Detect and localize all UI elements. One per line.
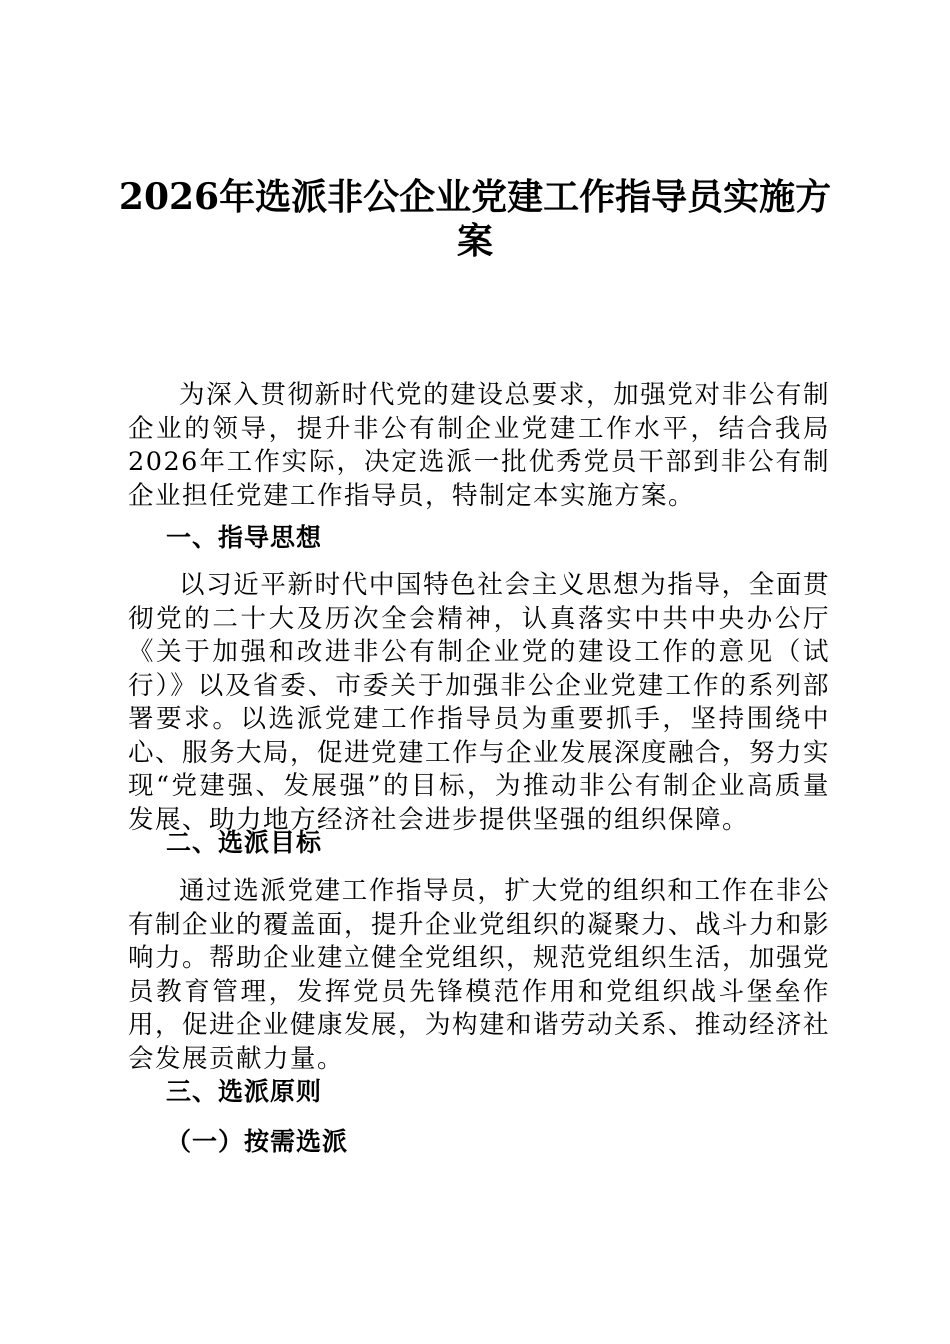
title-year: 2026 [118, 176, 220, 218]
intro-paragraph: 为深入贯彻新时代党的建设总要求，加强党对非公有制企业的领导，提升非公有制企业党建工作水平，结合我局2026年工作实际，决定选派一批优秀党员干部到非公有制企业担任党建工作指导员，特制定本实施方案。 [128, 380, 830, 511]
title-text-line1: 年选派非公企业党建工作指导员实施方 [219, 176, 832, 218]
section-body-objectives: 通过选派党建工作指导员，扩大党的组织和工作在非公有制企业的覆盖面，提升企业党组织的凝聚力、战斗力和影响力。帮助企业建立健全党组织，规范党组织生活，加强党员教育管理，发挥党员先锋模范作用和党组织战斗堡垒作用，促进企业健康发展，为构建和谐劳动关系、推动经济社会发展贡献力量。 [128, 876, 831, 1074]
section-heading-guiding-ideology: 一、指导思想 [166, 523, 323, 552]
document-title-continuation [0, 216, 950, 266]
subsection-heading-on-demand: （一）按需选派 [166, 1127, 349, 1156]
title-text-line2: 案 [456, 220, 493, 262]
document-title [0, 172, 950, 222]
section-body-guiding-ideology: 以习近平新时代中国特色社会主义思想为指导，全面贯彻党的二十大及历次全会精神，认真落实中共中央办公厅《关于加强和改进非公有制企业党的建设工作的意见（试行）》以及省委、市委关于加强非公企业党建工作的系列部署要求。以选派党建工作指导员为重要抓手，坚持围绕中心、服务大局，促进党建工作与企业发展深度融合，努力实现“党建强、发展强”的目标，为推动非公有制企业高质量发展、助力地方经济社会进步提供坚强的组织保障。 [128, 570, 831, 835]
section-heading-principles: 三、选派原则 [166, 1077, 323, 1106]
section-heading-objectives: 二、选派目标 [166, 828, 323, 857]
